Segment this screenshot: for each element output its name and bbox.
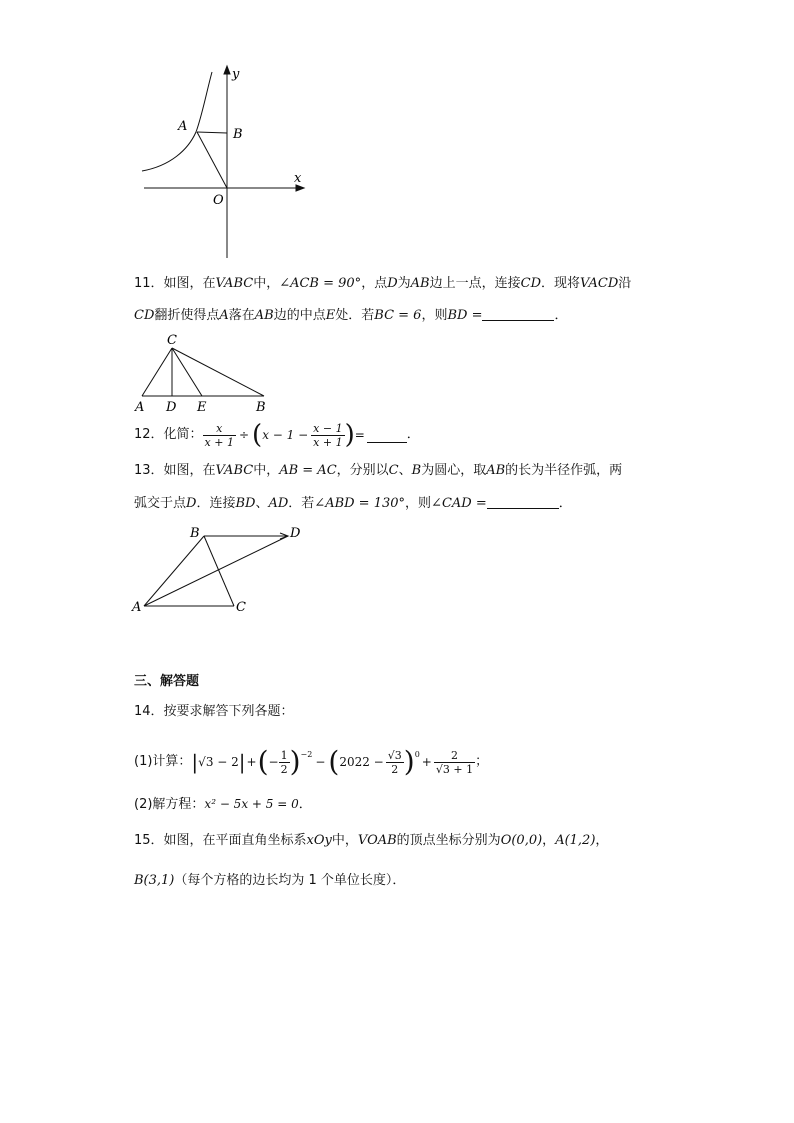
label-E: E	[197, 400, 207, 415]
exponent-neg2: −2	[300, 750, 313, 759]
label-O: O	[213, 193, 224, 208]
figure-q13-triangle	[128, 520, 318, 620]
label-A: A	[132, 600, 142, 615]
q15-line1: 15．如图，在平面直角坐标系xOy中，VOAB的顶点坐标分别为O(0,0)，A(1,2)，	[134, 833, 609, 848]
label-D: D	[166, 400, 177, 415]
label-B: B	[256, 400, 266, 415]
figure-hyperbola	[130, 60, 320, 265]
q14-part2: (2)解方程：x² − 5x + 5 = 0．	[134, 797, 312, 812]
figure-q11-triangle	[128, 328, 278, 416]
segment-CE-q11	[172, 348, 202, 396]
fraction-x-over-x1: $\frac{x}{x + 1}$	[204, 421, 234, 449]
exponent-zero: 0	[414, 750, 420, 759]
q11-line2: CD翻折使得点A落在AB边的中点E处．若BC = 6，则BD = ．	[134, 308, 568, 323]
label-A: A	[135, 400, 145, 415]
q13-line2: 弧交于点D．连接BD、AD．若∠ABD = 130°，则∠CAD = ．	[134, 496, 572, 511]
q14-part1: (1)计算： | √3 − 2 | + ( − $\frac{1}{2}$ ) −2 − ( 2022 − $\frac{√3}{2}$ ) 0 + $\frac{2}{√3 + 1}$ ；	[134, 745, 489, 778]
fraction-2-over-root3plus1: $\frac{2}{√3 + 1}$	[435, 748, 474, 776]
hyperbola-curve	[142, 72, 212, 171]
q14-intro: 14．按要求解答下列各题：	[134, 704, 294, 719]
equation: x² − 5x + 5 = 0	[204, 797, 299, 811]
segment-AC-q11	[142, 348, 172, 396]
section-heading: 三、解答题	[134, 674, 200, 689]
segment-AB-q13	[144, 536, 204, 606]
label-x: x	[294, 171, 302, 186]
label-D: D	[290, 526, 301, 541]
answer-blank-q11[interactable]	[482, 306, 554, 321]
fraction-x1-over-x1: $\frac{x - 1}{x + 1}$	[313, 421, 343, 449]
q11-line1: 11．如图，在VABC中，∠ACB = 90°，点D为AB边上一点，连接CD．现将VACD沿	[134, 276, 632, 291]
q12-line: 12．化简： $\frac{x}{x + 1}$ ÷ ( x − 1 − $\frac{x - 1}{x + 1}$ ) = ．	[134, 420, 420, 450]
segment-AO	[197, 132, 227, 188]
label-C: C	[167, 333, 177, 348]
abs-expression: √3 − 2	[198, 755, 239, 769]
label-A: A	[178, 119, 188, 134]
label-y: y	[232, 67, 240, 82]
fraction-root3-over-2: $\frac{√3}{2}$	[387, 748, 402, 776]
segment-AD-q13	[144, 536, 288, 606]
segment-BC-q13	[204, 536, 234, 606]
q15-line2: B(3,1)（每个方格的边长均为 1 个单位长度）．	[134, 873, 406, 888]
fraction-half: $\frac{1}{2}$	[280, 748, 288, 776]
answer-blank-q12[interactable]	[367, 428, 407, 443]
segment-CB-q11	[172, 348, 264, 396]
segment-AB	[197, 132, 227, 133]
y-axis-arrow	[224, 66, 230, 74]
label-C: C	[236, 600, 246, 615]
label-B: B	[190, 526, 200, 541]
q13-line1: 13．如图，在VABC中，AB = AC，分别以C、B为圆心，取AB的长为半径作弧，两	[134, 463, 623, 478]
label-B: B	[233, 127, 243, 142]
answer-blank-q13[interactable]	[487, 494, 559, 509]
